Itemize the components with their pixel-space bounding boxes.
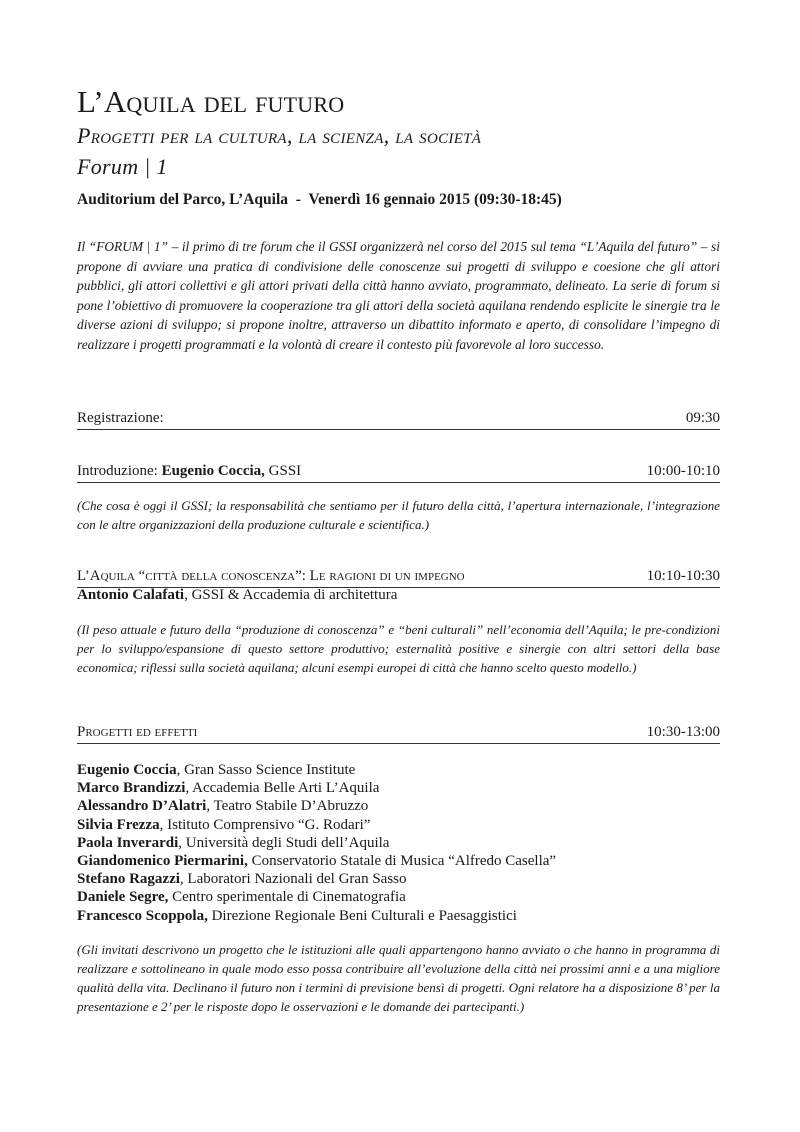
speaker-affiliation: , Gran Sasso Science Institute <box>176 762 356 778</box>
document-subtitle: Progetti per la cultura, la scienza, la società <box>77 123 482 148</box>
knowledge-city-time: 10:10-10:30 <box>646 568 720 584</box>
knowledge-city-speaker-line <box>77 587 397 604</box>
speaker-name: Marco Brandizzi <box>77 780 186 797</box>
forum-label: Forum | 1 <box>77 154 168 179</box>
list-item <box>77 852 720 870</box>
speaker-affiliation: Conservatorio Statale di Musica “Alfredo Casella” <box>247 853 557 870</box>
divider <box>77 429 720 430</box>
divider <box>77 482 720 483</box>
venue-date-line: Auditorium del Parco, L’Aquila - Venerdì 16 gennaio 2015 (09:30-18:45) <box>77 191 562 208</box>
knowledge-city-affiliation: , GSSI & Accademia di architettura <box>184 587 398 603</box>
speaker-name: Francesco Scoppola, <box>77 907 208 924</box>
list-item <box>77 761 720 779</box>
schedule-row-registration <box>77 410 720 427</box>
projects-label: Progetti ed effetti <box>77 724 198 740</box>
speaker-name: Alessandro D’Alatri <box>77 798 207 815</box>
document-title: L’Aquila del futuro <box>77 84 345 119</box>
speaker-name: Paola Inverardi <box>77 834 179 851</box>
registration-time: 09:30 <box>685 410 720 426</box>
speaker-name: Daniele Segre, <box>77 889 169 906</box>
introduction-prefix: Introduzione: <box>77 463 162 479</box>
knowledge-city-speaker: Antonio Calafati <box>77 587 185 603</box>
knowledge-city-label: L’Aquila “città della conoscenza”: Le ragioni di un impegno <box>77 568 465 584</box>
intro-paragraph: Il “FORUM | 1” – il primo di tre forum che il GSSI organizzerà nel corso del 2015 sul tema “L’Aquila del futuro” – si propone di avviare una pratica di condivisione delle conoscenze sui progetti di sviluppo e coesione che gli attori pubblici, gli attori collettivi e gli attori privati della città hanno avviato, programmato, delineato. La serie di forum si pone l’obiettivo di promuovere la cooperazione tra gli attori della società aquilana rendendo esplicite le sinergie tra le diverse azioni di sviluppo; si propone inoltre, attraverso un dibattito informato e aperto, di consolidare l’impegno di realizzare i progetti programmati e la volontà di creare il contesto più favorevole al loro successo. <box>77 239 720 352</box>
list-item <box>77 797 720 815</box>
list-item <box>77 816 720 834</box>
speaker-list <box>77 761 720 925</box>
introduction-note: (Che cosa è oggi il GSSI; la responsabilità che sentiamo per il futuro della città, l’apertura internazionale, l’integrazione con le altre organizzazioni della produzione culturale e scientifica.) <box>77 498 720 532</box>
schedule-row-projects <box>77 724 720 741</box>
introduction-speaker: Eugenio Coccia, <box>161 463 265 479</box>
speaker-affiliation: , Laboratori Nazionali del Gran Sasso <box>179 871 407 888</box>
introduction-time: 10:00-10:10 <box>646 463 720 479</box>
introduction-label <box>77 463 301 480</box>
list-item <box>77 907 720 925</box>
list-item <box>77 870 720 888</box>
speaker-affiliation: Direzione Regionale Beni Culturali e Paesaggistici <box>207 907 517 924</box>
speaker-name: Giandomenico Piermarini, <box>77 853 248 870</box>
speaker-affiliation: , Teatro Stabile D’Abruzzo <box>206 798 369 815</box>
divider <box>77 743 720 744</box>
schedule-row-knowledge-city <box>77 568 720 585</box>
speaker-name: Eugenio Coccia <box>77 762 177 778</box>
list-item <box>77 834 720 852</box>
introduction-affiliation: GSSI <box>264 463 302 479</box>
schedule-row-introduction <box>77 463 720 480</box>
projects-time: 10:30-13:00 <box>646 724 720 740</box>
speaker-affiliation: , Istituto Comprensivo “G. Rodari” <box>159 816 371 833</box>
list-item <box>77 888 720 906</box>
speaker-name: Silvia Frezza <box>77 816 160 833</box>
knowledge-city-note: (Il peso attuale e futuro della “produzione di conoscenza” e “beni culturali” nell’economia dell’Aquila; le pre-condizioni per lo sviluppo/espansione di questo settore produttivo; esternalità positive e sinergie con altri settori della base economica; riflessi sulla società aquilana; alcuni esempi europei di città che hanno scelto questo modello.) <box>77 622 720 675</box>
list-item <box>77 779 720 797</box>
projects-note: (Gli invitati descrivono un progetto che le istituzioni alle quali appartengono hanno avviato o che hanno in programma di realizzare e sottolineano in quale modo esso possa contribuire all’evoluzione della città nei prossimi anni e a una migliore qualità della vita. Declinano il futuro non i termini di previsione bensì di progetti. Ogni relatore ha a disposizione 8’ per la presentazione e 2’ per le risposte dopo le osservazioni e le domande dei partecipanti.) <box>77 942 720 1014</box>
registration-label: Registrazione: <box>77 410 164 426</box>
speaker-affiliation: Centro sperimentale di Cinematografia <box>168 889 406 906</box>
speaker-name: Stefano Ragazzi <box>77 871 180 888</box>
speaker-affiliation: , Accademia Belle Arti L’Aquila <box>185 780 380 797</box>
speaker-affiliation: , Università degli Studi dell’Aquila <box>178 834 390 851</box>
